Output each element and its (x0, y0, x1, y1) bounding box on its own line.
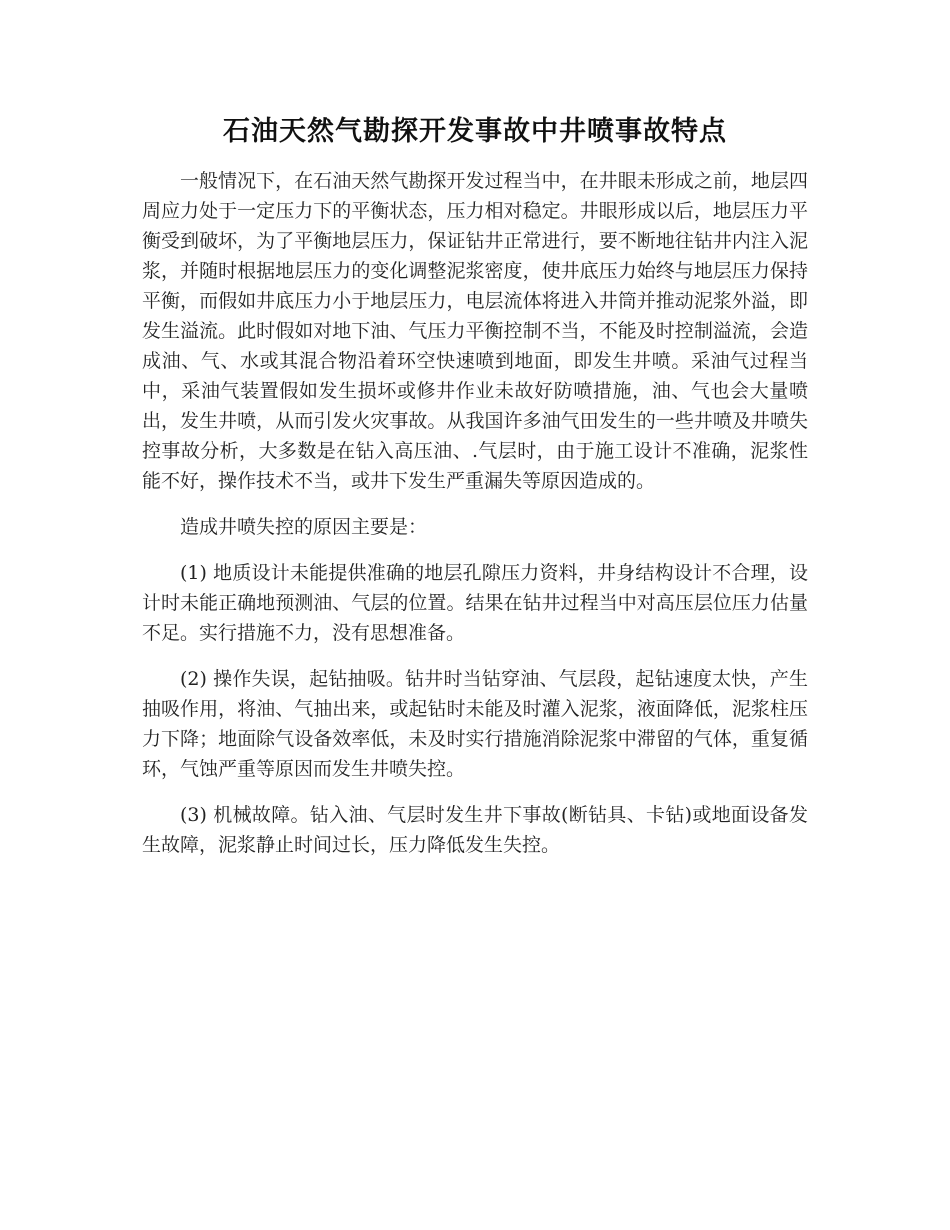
document-title: 石油天然气勘探开发事故中井喷事故特点 (223, 116, 727, 147)
paragraph-overview: 一般情况下，在石油天然气勘探开发过程当中，在井眼未形成之前，地层四周应力处于一定压力下的平衡状态，压力相对稳定。井眼形成以后，地层压力平衡受到破坏，为了平衡地层压力，保证钻井正常进行，要不断地往钻井内注入泥浆，并随时根据地层压力的变化调整泥浆密度，使井底压力始终与地层压力保持平衡，而假如井底压力小于地层压力，电层流体将进入井筒并推动泥浆外溢，即发生溢流。此时假如对地下油、气压力平衡控制不当，不能及时控制溢流，会造成油、气、水或其混合物沿着环空快速喷到地面，即发生井喷。采油气过程当中，采油气装置假如发生损坏或修井作业未故好防喷措施，油、气也会大量喷出，发生井喷，从而引发火灾事故。从我国许多油气田发生的一些井喷及井喷失控事故分析，大多数是在钻入高压油、.气层时，由于施工设计不准确，泥浆性能不好，操作技术不当，或井下发生严重漏失等原因造成的。 (142, 170, 808, 492)
document-body (142, 110, 808, 876)
paragraph-cause-1: (1) 地质设计未能提供准确的地层孔隙压力资料，井身结构设计不合理，设计时未能正确地预测油、气层的位置。结果在钻井过程当中对高压层位压力估量不足。实行措施不力，没有思想准备。 (142, 562, 808, 644)
paragraph-cause-3: (3) 机械故障。钻入油、气层时发生井下事故(断钻具、卡钻)或地面设备发生故障，泥浆静止时间过长，压力降低发生失控。 (142, 804, 808, 856)
paragraph-cause-2: (2) 操作失误，起钻抽吸。钻井时当钻穿油、气层段，起钻速度太快，产生抽吸作用，将油、气抽出来，或起钻时未能及时灌入泥浆，液面降低，泥浆柱压力下降；地面除气设备效率低，未及时实行措施消除泥浆中滞留的气体，重复循环，气蚀严重等原因而发生井喷失控。 (142, 668, 808, 780)
paragraph-causes-intro: 造成井喷失控的原因主要是： (180, 516, 428, 538)
